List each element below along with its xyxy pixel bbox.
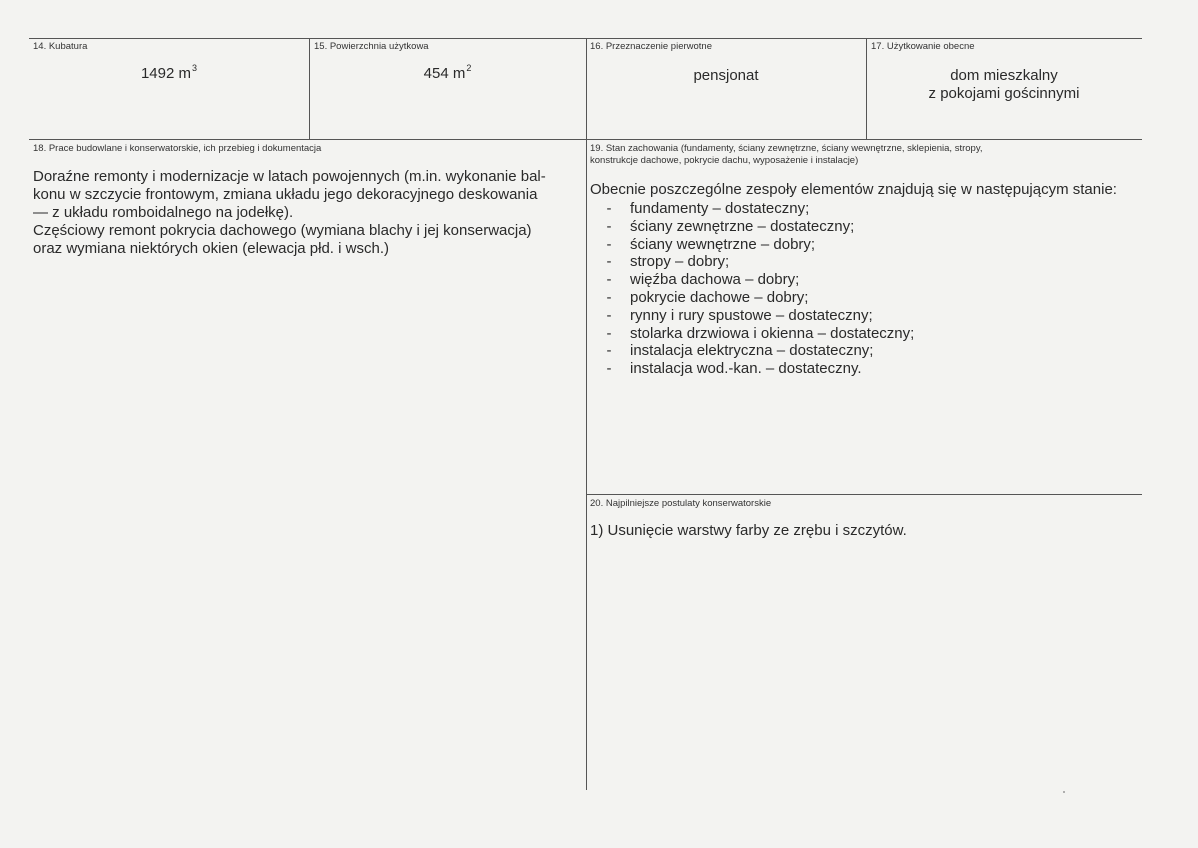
list-item-text: rynny i rury spustowe – dostateczny;: [630, 306, 873, 324]
field-17-label: 17. Użytkowanie obecne: [871, 41, 975, 52]
list-item-text: więźba dachowa – dobry;: [630, 271, 800, 289]
field-18-line: oraz wymiana niektórych okien (elewacja płd. i wsch.): [33, 240, 389, 257]
bullet-dash: -: [606, 288, 612, 306]
field-16-value: pensjonat: [693, 67, 759, 84]
field-17-value-line-2: z pokojami gościnnymi: [928, 85, 1080, 102]
bullet-dash: -: [606, 324, 612, 342]
field-20-label: 20. Najpilniejsze postulaty konserwatorskie: [590, 498, 772, 509]
bullet-dash: -: [606, 306, 612, 324]
section-20-divider-line: [586, 494, 1142, 495]
field-18-line: Doraźne remonty i modernizacje w latach powojennych (m.in. wykonanie bal-: [33, 168, 546, 185]
field-18-line: konu w szczycie frontowym, zmiana układu jego dekoracyjnego deskowania: [33, 186, 538, 203]
field-17-value-line-1: dom mieszkalny: [950, 67, 1058, 84]
bullet-dash: -: [606, 217, 612, 235]
column-divider-main: [586, 38, 587, 790]
list-item: [604, 360, 914, 378]
list-item: [604, 289, 914, 307]
list-item: [604, 342, 914, 360]
list-item: [604, 307, 914, 325]
list-item-text: fundamenty – dostateczny;: [630, 200, 810, 217]
field-19-intro: Obecnie poszczególne zespoły elementów znajdują się w następującym stanie:: [590, 181, 1117, 198]
list-item-text: ściany wewnętrzne – dobry;: [630, 235, 816, 253]
bullet-dash: -: [606, 235, 612, 253]
field-18-line: Częściowy remont pokrycia dachowego (wymiana blachy i jej konserwacja): [33, 222, 532, 239]
field-15-value: [309, 65, 586, 83]
field-18-text: [33, 168, 546, 258]
bullet-dash: -: [606, 271, 612, 289]
list-item: [604, 200, 914, 218]
usable-area-value: 454 m: [423, 65, 466, 82]
field-15-label: 15. Powierzchnia użytkowa: [314, 41, 429, 52]
field-14-value: [29, 65, 309, 83]
list-item: [604, 236, 914, 254]
field-18-line: — z układu romboidalnego na jodełkę).: [33, 204, 294, 221]
field-14-label: 14. Kubatura: [33, 41, 88, 52]
field-18-label: 18. Prace budowlane i konserwatorskie, ich przebieg i dokumentacja: [33, 143, 322, 154]
field-20-text: 1) Usunięcie warstwy farby ze zrębu i szczytów.: [590, 522, 907, 539]
field-19-label-line-1: 19. Stan zachowania (fundamenty, ściany zewnętrzne, ściany wewnętrzne, sklepienia, stropy,: [590, 143, 983, 154]
list-item-text: stolarka drzwiowa i okienna – dostateczny;: [630, 324, 915, 342]
cubature-value: 1492 m: [140, 65, 192, 82]
list-item-text: stropy – dobry;: [630, 253, 730, 271]
cubature-unit-exponent: 3: [192, 63, 198, 73]
list-item-text: ściany zewnętrzne – dostateczny;: [630, 217, 855, 235]
field-17-value: [866, 67, 1142, 103]
usable-area-unit-exponent: 2: [466, 63, 472, 73]
list-item-text: instalacja elektryczna – dostateczny;: [630, 342, 874, 360]
list-item-text: pokrycie dachowe – dobry;: [630, 288, 809, 306]
bullet-dash: -: [606, 253, 612, 271]
condition-list: [604, 200, 914, 378]
bullet-dash: -: [606, 360, 612, 378]
list-item: [604, 271, 914, 289]
field-19-label-line-2: konstrukcje dachowe, pokrycie dachu, wyposażenie i instalacje): [590, 155, 859, 166]
list-item: [604, 218, 914, 236]
bullet-dash: -: [606, 342, 612, 360]
list-item: [604, 253, 914, 271]
field-16-label: 16. Przeznaczenie pierwotne: [590, 41, 712, 52]
list-item-text: instalacja wod.-kan. – dostateczny.: [630, 360, 862, 378]
scan-speck: [1063, 791, 1065, 793]
bullet-dash: -: [606, 200, 612, 217]
list-item: [604, 325, 914, 343]
column-divider-14-15: [309, 38, 310, 139]
